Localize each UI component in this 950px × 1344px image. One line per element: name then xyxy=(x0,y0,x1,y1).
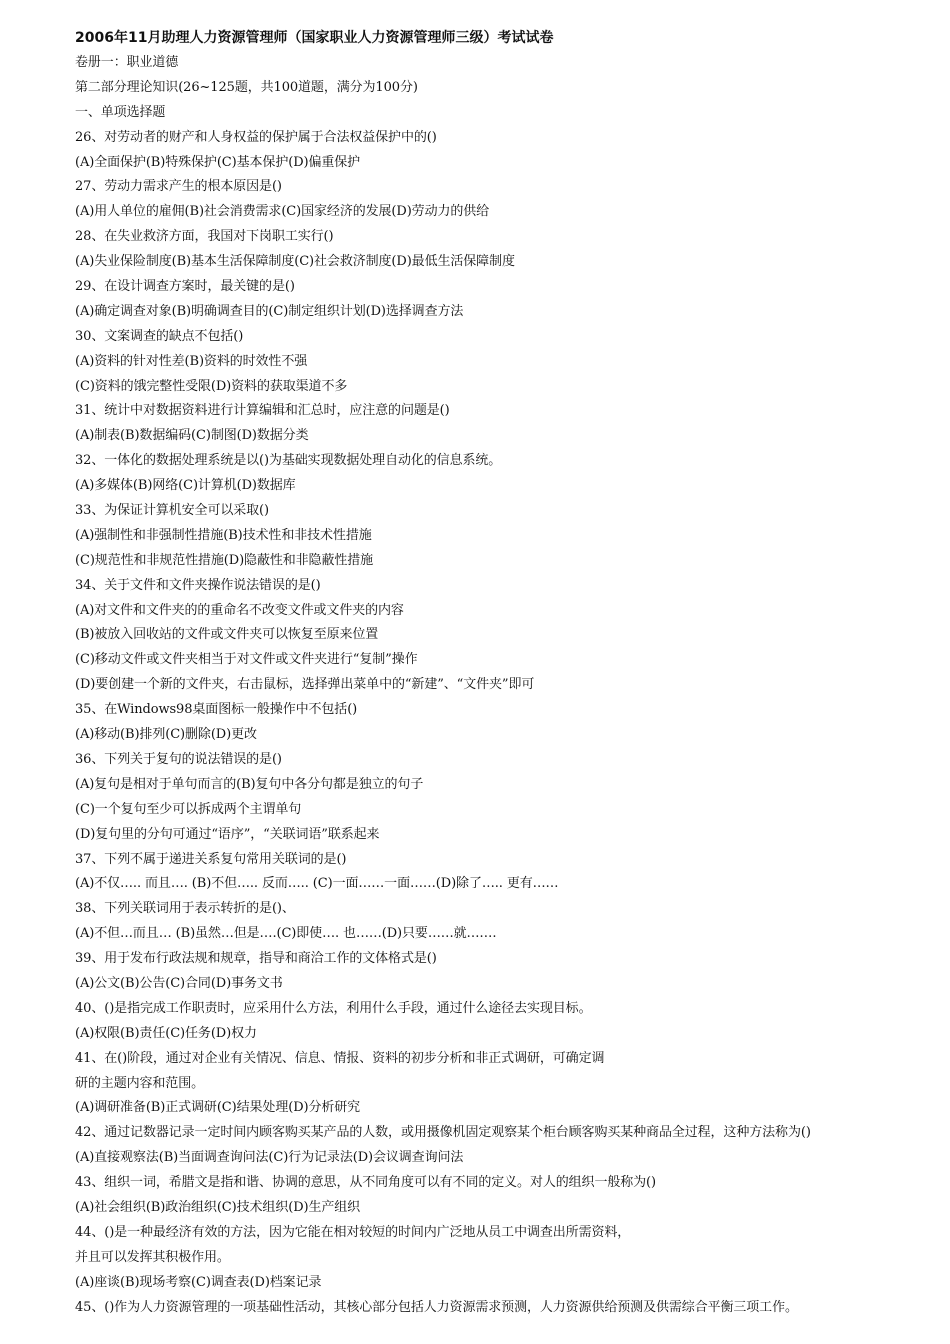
text-line: 32、一体化的数据处理系统是以()为基础实现数据处理自动化的信息系统。 xyxy=(75,453,502,469)
text-line: (C)规范性和非规范性措施(D)隐蔽性和非隐蔽性措施 xyxy=(75,552,374,568)
text-line: (A)权限(B)责任(C)任务(D)权力 xyxy=(75,1025,257,1041)
text-line: (C)移动文件或文件夹相当于对文件或文件夹进行“复制”操作 xyxy=(75,652,418,668)
document-body xyxy=(75,51,935,1320)
text-line: 并且可以发挥其积极作用。 xyxy=(75,1249,230,1265)
text-line: 42、通过记数器记录一定时间内顾客购买某产品的人数，或用摄像机固定观察某个柜台顾客购买某种商品全过程，这种方法称为() xyxy=(75,1125,811,1141)
text-line: 35、在Windows98桌面图标一般操作中不包括() xyxy=(75,702,358,718)
text-line: 45、()作为人力资源管理的一项基础性活动，其核心部分包括人力资源需求预测，人力资源供给预测及供需综合平衡三项工作。 xyxy=(75,1299,798,1315)
text-line: (A)强制性和非强制性措施(B)技术性和非技术性措施 xyxy=(75,527,372,543)
text-line: (A)社会组织(B)政治组织(C)技术组织(D)生产组织 xyxy=(75,1199,361,1215)
text-line: (D)复句里的分句可通过“语序”，“关联词语”联系起来 xyxy=(75,826,380,842)
text-line: (A)对文件和文件夹的的重命名不改变文件或文件夹的内容 xyxy=(75,602,404,618)
text-line: (A)失业保险制度(B)基本生活保障制度(C)社会救济制度(D)最低生活保障制度 xyxy=(75,254,515,270)
text-line: (A)复句是相对于单句而言的(B)复句中各分句都是独立的句子 xyxy=(75,776,424,792)
text-line: 39、用于发布行政法规和规章，指导和商洽工作的文体格式是() xyxy=(75,951,437,967)
text-line: 26、对劳动者的财产和人身权益的保护属于合法权益保护中的() xyxy=(75,129,437,145)
text-line: 卷册一：职业道德 xyxy=(75,55,179,70)
text-line: 30、文案调查的缺点不包括() xyxy=(75,328,244,344)
document-title: 2006年11月助理人力资源管理师（国家职业人力资源管理师三级）考试试卷 xyxy=(75,30,554,46)
text-line: (A)直接观察法(B)当面调查询问法(C)行为记录法(D)会议调查询问法 xyxy=(75,1150,464,1166)
text-line: 研的主题内容和范围。 xyxy=(75,1075,205,1091)
text-line: 29、在设计调查方案时，最关键的是() xyxy=(75,279,295,295)
text-line: 一、单项选择题 xyxy=(75,104,166,120)
text-line: 37、下列不属于递进关系复句常用关联词的是() xyxy=(75,851,347,867)
text-line: 36、下列关于复句的说法错误的是() xyxy=(75,751,282,767)
text-line: (A)制表(B)数据编码(C)制图(D)数据分类 xyxy=(75,428,309,444)
text-line: (A)移动(B)排列(C)删除(D)更改 xyxy=(75,727,257,743)
text-line: (C)资料的饿完整性受限(D)资料的获取渠道不多 xyxy=(75,378,348,394)
text-line: (A)不但…而且… (B)虽然…但是….(C)即使…. 也……(D)只要……就……. xyxy=(75,926,497,942)
text-line: (A)座谈(B)现场考察(C)调查表(D)档案记录 xyxy=(75,1274,322,1290)
text-line: (A)资料的针对性差(B)资料的时效性不强 xyxy=(75,353,308,369)
text-line: (C)一个复句至少可以拆成两个主谓单句 xyxy=(75,801,302,817)
text-line: 第二部分理论知识(26~125题，共100道题，满分为100分) xyxy=(75,79,418,95)
text-line: (A)不仅….. 而且…. (B)不但….. 反而….. (C)一面……一面……(D)除了….. 更有…… xyxy=(75,876,559,892)
text-line: 41、在()阶段，通过对企业有关情况、信息、情报、资料的初步分析和非正式调研，可确定调 xyxy=(75,1050,605,1066)
text-line: (A)用人单位的雇佣(B)社会消费需求(C)国家经济的发展(D)劳动力的供给 xyxy=(75,204,490,220)
text-line: 27、劳动力需求产生的根本原因是() xyxy=(75,179,282,195)
text-line: 31、统计中对数据资料进行计算编辑和汇总时，应注意的问题是() xyxy=(75,403,450,419)
text-line: (D)要创建一个新的文件夹，右击鼠标，选择弹出菜单中的“新建”、“文件夹”即可 xyxy=(75,677,535,693)
text-line: 33、为保证计算机安全可以采取() xyxy=(75,503,269,519)
text-line: (A)确定调查对象(B)明确调查目的(C)制定组织计划(D)选择调查方法 xyxy=(75,303,464,319)
text-line: 40、()是指完成工作职责时，应采用什么方法，利用什么手段，通过什么途径去实现目标。 xyxy=(75,1000,592,1016)
text-line: (A)多媒体(B)网络(C)计算机(D)数据库 xyxy=(75,478,296,494)
text-line: (A)公文(B)公告(C)合同(D)事务文书 xyxy=(75,975,283,991)
document-page xyxy=(75,26,935,1320)
text-line: (A)全面保护(B)特殊保护(C)基本保护(D)偏重保护 xyxy=(75,154,361,170)
text-line: 44、()是一种最经济有效的方法，因为它能在相对较短的时间内广泛地从员工中调查出所需资料， xyxy=(75,1224,631,1240)
text-line: 38、下列关联词用于表示转折的是()、 xyxy=(75,901,295,917)
text-line: 28、在失业救济方面，我国对下岗职工实行() xyxy=(75,229,334,245)
text-line: 34、关于文件和文件夹操作说法错误的是() xyxy=(75,577,321,593)
text-line: (B)被放入回收站的文件或文件夹可以恢复至原来位置 xyxy=(75,627,379,643)
text-line: (A)调研准备(B)正式调研(C)结果处理(D)分析研究 xyxy=(75,1100,361,1116)
text-line: 43、组织一词，希腊文是指和谐、协调的意思，从不同角度可以有不同的定义。对人的组织一般称为() xyxy=(75,1175,656,1191)
